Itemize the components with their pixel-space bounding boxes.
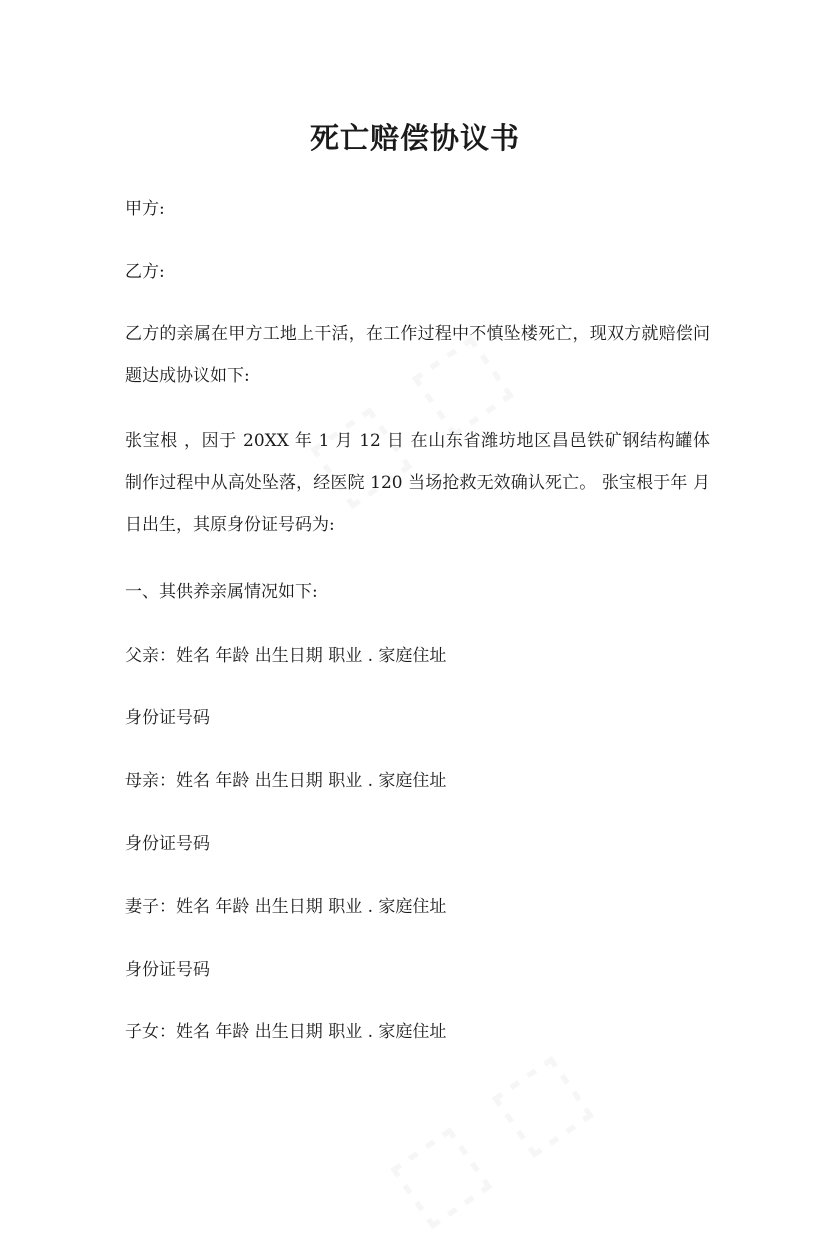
intro-paragraph [125,324,710,386]
relative-father-id: 身份证号码 [125,708,210,728]
section-1-heading: 一、其供养亲属情况如下: [125,582,318,602]
relative-wife: 妻子：姓名 年龄 出生日期 职业 . 家庭住址 [125,897,447,917]
party-a-label: 甲方: [125,199,165,219]
party-b-label: 乙方: [125,262,165,282]
relative-children: 子女：姓名 年龄 出生日期 职业 . 家庭住址 [125,1022,447,1042]
incident-line-2: 制作过程中从高处坠落，经医院 120 当场抢救无效确认死亡。 张宝根于年 月 [125,473,710,493]
relative-mother-id: 身份证号码 [125,834,210,854]
relative-wife-id: 身份证号码 [125,960,210,980]
incident-line-3: 日出生，其原身份证号码为: [125,515,335,535]
relative-father: 父亲：姓名 年龄 出生日期 职业 . 家庭住址 [125,646,447,666]
document-title: 死亡赔偿协议书 [309,121,520,155]
incident-line-1: 张宝根 ，因于 20XX 年 1 月 12 日 在山东省潍坊地区昌邑铁矿钢结构罐体 [125,431,710,451]
incident-paragraph [125,431,710,535]
watermark [367,1029,607,1243]
intro-line-1: 乙方的亲属在甲方工地上干活，在工作过程中不慎坠楼死亡，现双方就赔偿问 [125,324,710,344]
intro-line-2: 题达成协议如下: [125,366,250,386]
relative-mother: 母亲：姓名 年龄 出生日期 职业 . 家庭住址 [125,771,447,791]
